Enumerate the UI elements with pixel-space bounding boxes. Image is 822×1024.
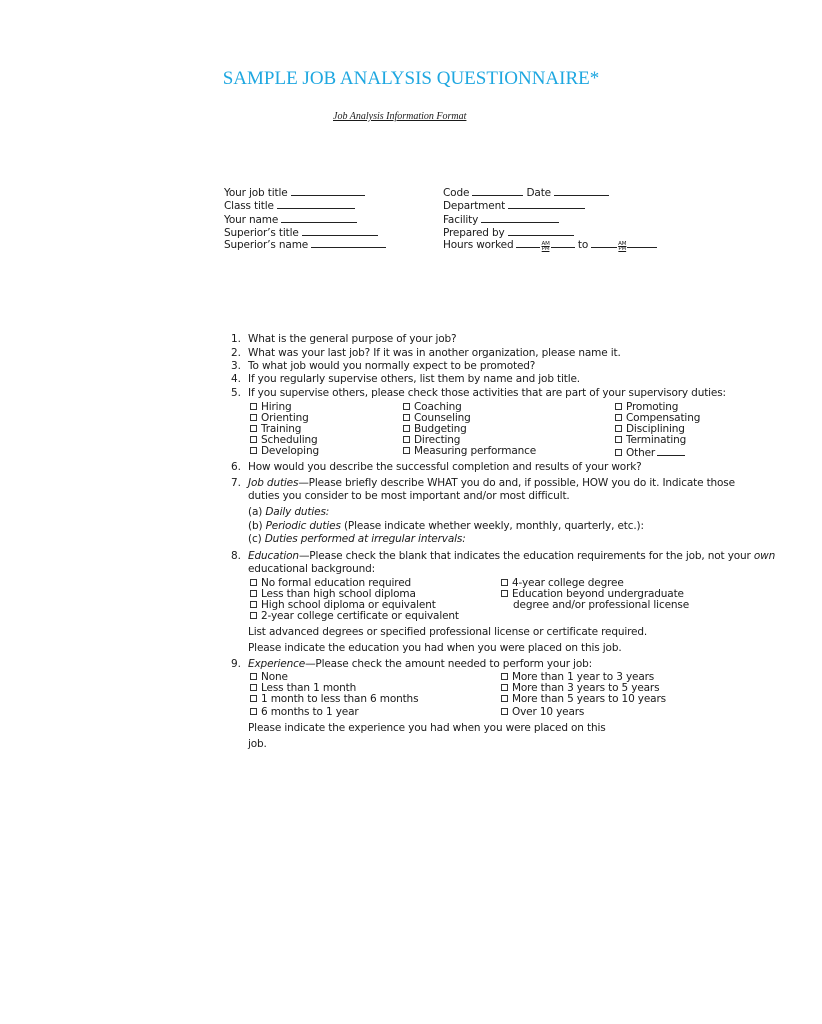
field-label: Department: [443, 200, 506, 212]
question-4: If you regularly supervise others, list them by name and job title.: [248, 373, 580, 385]
checkbox-icon[interactable]: [615, 403, 622, 410]
checkbox-icon[interactable]: [250, 414, 257, 421]
checkbox-icon[interactable]: [250, 673, 257, 680]
checkbox-icon[interactable]: [250, 601, 257, 608]
checkbox-1-to-6-months[interactable]: 1 month to less than 6 months: [250, 694, 418, 705]
checkbox-coaching[interactable]: Coaching: [403, 402, 462, 413]
blank-line[interactable]: [551, 238, 575, 248]
document-title: SAMPLE JOB ANALYSIS QUESTIONNAIRE*: [222, 68, 600, 89]
field-label: Hours worked: [443, 239, 514, 251]
blank-line[interactable]: [472, 186, 523, 196]
field-hours-worked[interactable]: [443, 238, 657, 252]
blank-line[interactable]: [481, 213, 559, 223]
checkbox-icon[interactable]: [403, 414, 410, 421]
checkbox-terminating[interactable]: Terminating: [615, 435, 686, 446]
checkbox-education-beyond-undergraduate[interactable]: Education beyond undergraduate: [501, 589, 684, 600]
question-number: 5.: [231, 387, 242, 399]
question-9-note-line2: job.: [248, 738, 267, 750]
checkbox-icon[interactable]: [250, 612, 257, 619]
checkbox-icon[interactable]: [615, 414, 622, 421]
question-2: What was your last job? If it was in another organization, please name it.: [248, 347, 621, 359]
question-number: 2.: [231, 347, 242, 359]
am-pm-marker: AM PM: [618, 241, 627, 252]
field-label: Class title: [224, 200, 274, 212]
checkbox-icon[interactable]: [403, 447, 410, 454]
field-label: Facility: [443, 214, 479, 226]
checkbox-no-formal-education[interactable]: No formal education required: [250, 578, 411, 589]
checkbox-icon[interactable]: [250, 708, 257, 715]
question-7-line2: duties you consider to be most important and/or most difficult.: [248, 490, 570, 502]
field-superiors-name[interactable]: [224, 238, 386, 252]
checkbox-high-school-diploma[interactable]: High school diploma or equivalent: [250, 600, 436, 611]
field-your-job-title[interactable]: [224, 186, 365, 200]
checkbox-5-to-10-years[interactable]: More than 5 years to 10 years: [501, 694, 666, 705]
checkbox-less-than-1-month[interactable]: Less than 1 month: [250, 683, 356, 694]
checkbox-icon[interactable]: [501, 684, 508, 691]
checkbox-scheduling[interactable]: Scheduling: [250, 435, 318, 446]
checkbox-icon[interactable]: [250, 436, 257, 443]
question-number: 6.: [231, 461, 242, 473]
field-department[interactable]: [443, 199, 585, 213]
document-subtitle: Job Analysis Information Format: [333, 111, 467, 122]
checkbox-6-months-to-1-year[interactable]: 6 months to 1 year: [250, 707, 359, 718]
checkbox-hiring[interactable]: Hiring: [250, 402, 291, 413]
checkbox-none[interactable]: None: [250, 672, 288, 683]
question-7: Job duties—Please briefly describe WHAT you do and, if possible, HOW you do it. Indicate those: [248, 477, 735, 489]
checkbox-3-to-5-years[interactable]: More than 3 years to 5 years: [501, 683, 659, 694]
blank-line[interactable]: [277, 199, 355, 209]
field-label: Your job title: [224, 187, 288, 199]
checkbox-orienting[interactable]: Orienting: [250, 413, 309, 424]
checkbox-measuring-performance[interactable]: Measuring performance: [403, 446, 536, 457]
checkbox-icon[interactable]: [615, 449, 622, 456]
checkbox-icon[interactable]: [501, 579, 508, 586]
checkbox-budgeting[interactable]: Budgeting: [403, 424, 467, 435]
checkbox-less-than-high-school[interactable]: Less than high school diploma: [250, 589, 416, 600]
question-number: 1.: [231, 333, 242, 345]
question-number: 4.: [231, 373, 242, 385]
question-1: What is the general purpose of your job?: [248, 333, 457, 345]
field-label: Code: [443, 187, 470, 199]
checkbox-icon[interactable]: [615, 436, 622, 443]
question-8-note1: List advanced degrees or specified professional license or certificate required.: [248, 626, 648, 638]
checkbox-developing[interactable]: Developing: [250, 446, 319, 457]
blank-line[interactable]: [508, 199, 585, 209]
field-label: to: [577, 239, 589, 251]
field-class-title[interactable]: [224, 199, 355, 213]
question-7c: (c) Duties performed at irregular intervals:: [248, 533, 466, 545]
field-label: Date: [526, 187, 551, 199]
question-8-line2: educational background:: [248, 563, 375, 575]
question-9-note-line1: Please indicate the experience you had when you were placed on this: [248, 722, 606, 734]
checkbox-4-year-college[interactable]: 4-year college degree: [501, 578, 624, 589]
checkbox-disciplining[interactable]: Disciplining: [615, 424, 685, 435]
checkbox-compensating[interactable]: Compensating: [615, 413, 700, 424]
blank-line[interactable]: [627, 238, 657, 248]
checkbox-other[interactable]: Other: [615, 446, 685, 459]
checkbox-2-year-college[interactable]: 2-year college certificate or equivalent: [250, 611, 459, 622]
question-3: To what job would you normally expect to be promoted?: [248, 360, 536, 372]
blank-line[interactable]: [591, 238, 617, 248]
blank-line[interactable]: [516, 238, 540, 248]
checkbox-over-10-years[interactable]: Over 10 years: [501, 707, 584, 718]
question-7b: (b) Periodic duties (Please indicate whether weekly, monthly, quarterly, etc.):: [248, 520, 644, 532]
blank-line[interactable]: [508, 226, 574, 236]
field-label: Superior’s name: [224, 239, 309, 251]
checkbox-icon[interactable]: [403, 436, 410, 443]
question-5: If you supervise others, please check those activities that are part of your supervisory duties:: [248, 387, 726, 399]
question-number: 9.: [231, 658, 242, 670]
question-number: 8.: [231, 550, 242, 562]
checkbox-directing[interactable]: Directing: [403, 435, 460, 446]
question-8-note2: Please indicate the education you had when you were placed on this job.: [248, 642, 622, 654]
field-label: Superior’s title: [224, 227, 299, 239]
checkbox-icon[interactable]: [615, 425, 622, 432]
field-your-name[interactable]: [224, 213, 357, 227]
checkbox-promoting[interactable]: Promoting: [615, 402, 678, 413]
checkbox-icon[interactable]: [403, 403, 410, 410]
blank-line[interactable]: [281, 213, 357, 223]
checkbox-icon[interactable]: [501, 695, 508, 702]
checkbox-icon[interactable]: [250, 684, 257, 691]
checkbox-icon[interactable]: [250, 695, 257, 702]
question-9: Experience—Please check the amount needed to perform your job:: [248, 658, 593, 670]
checkbox-icon[interactable]: [250, 579, 257, 586]
field-label: Your name: [224, 214, 279, 226]
blank-line[interactable]: [302, 226, 378, 236]
blank-line[interactable]: [657, 446, 685, 456]
blank-line[interactable]: [554, 186, 609, 196]
checkbox-training[interactable]: Training: [250, 424, 301, 435]
checkbox-icon[interactable]: [501, 673, 508, 680]
question-number: 7.: [231, 477, 242, 489]
checkbox-icon[interactable]: [250, 590, 257, 597]
checkbox-1-to-3-years[interactable]: More than 1 year to 3 years: [501, 672, 654, 683]
checkbox-icon[interactable]: [250, 403, 257, 410]
question-6: How would you describe the successful completion and results of your work?: [248, 461, 642, 473]
field-label: Prepared by: [443, 227, 505, 239]
checkbox-icon[interactable]: [501, 590, 508, 597]
blank-line[interactable]: [311, 238, 386, 248]
checkbox-icon[interactable]: [403, 425, 410, 432]
checkbox-counseling[interactable]: Counseling: [403, 413, 471, 424]
am-pm-marker: AM PM: [541, 241, 550, 252]
field-code-date[interactable]: [443, 186, 609, 200]
checkbox-icon[interactable]: [250, 425, 257, 432]
checkbox-icon[interactable]: [250, 447, 257, 454]
question-8: Education—Please check the blank that indicates the education requirements for the job, not your own: [248, 550, 776, 562]
blank-line[interactable]: [291, 186, 365, 196]
checkbox-icon[interactable]: [501, 708, 508, 715]
field-facility[interactable]: [443, 213, 559, 227]
option-continuation-text: degree and/or professional license: [513, 599, 690, 611]
question-7a: (a) Daily duties:: [248, 506, 330, 518]
question-number: 3.: [231, 360, 242, 372]
